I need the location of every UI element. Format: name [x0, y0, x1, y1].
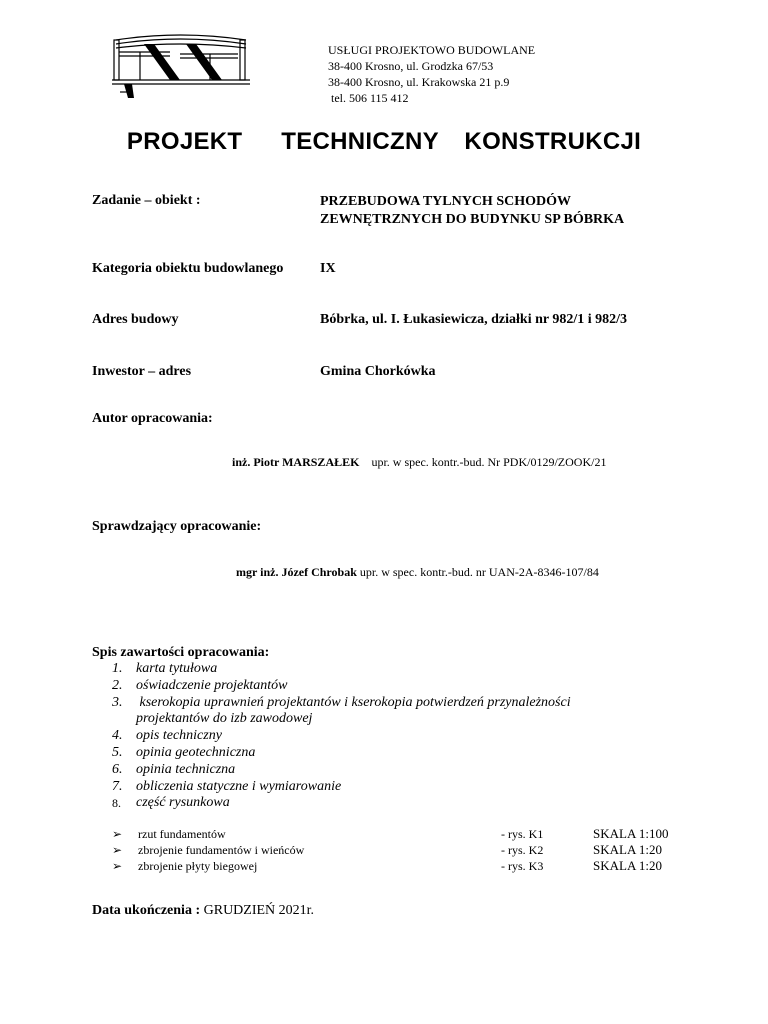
list-item — [112, 795, 656, 812]
company-line: 38-400 Krosno, ul. Krakowska 21 p.9 — [328, 75, 510, 89]
toc-text: projektantów do izb zawodowej — [136, 711, 313, 727]
zadanie-value — [320, 193, 624, 229]
checker-license: upr. w spec. kontr.-bud. nr UAN-2A-8346-107/84 — [359, 565, 599, 579]
adres-label: Adres budowy — [92, 312, 179, 327]
checker-line — [236, 565, 599, 580]
zadanie-value-line: ZEWNĘTRZNYCH DO BUDYNKU SP BÓBRKA — [320, 212, 625, 227]
company-info — [328, 42, 535, 106]
list-item — [112, 678, 656, 695]
drawing-name: zbrojenie płyty biegowej — [138, 859, 258, 873]
toc-number: 5. — [112, 744, 123, 760]
list-item — [112, 745, 656, 762]
drawing-number: - rys. K2 — [501, 843, 544, 857]
completion-date — [92, 903, 314, 919]
toc-text: część rysunkowa — [136, 795, 230, 811]
arrow-bullet-icon: ➢ — [112, 843, 123, 857]
toc-text: opinia techniczna — [136, 761, 236, 777]
toc-number: 6. — [112, 761, 123, 777]
drawing-name: rzut fundamentów — [138, 827, 226, 841]
arrow-bullet-icon: ➢ — [112, 827, 123, 841]
completion-value: GRUDZIEŃ 2021r. — [200, 903, 315, 918]
list-item — [112, 695, 656, 712]
zadanie-label: Zadanie – obiekt : — [92, 193, 201, 208]
company-line: USŁUGI PROJEKTOWO BUDOWLANE — [328, 43, 536, 57]
list-item — [112, 728, 656, 745]
toc-number: 4. — [112, 728, 123, 744]
checker-name: mgr inż. Józef Chrobak — [236, 565, 357, 579]
list-item — [112, 762, 656, 779]
toc-list — [112, 661, 656, 812]
company-line: tel. 506 115 412 — [328, 91, 409, 105]
company-logo — [110, 32, 252, 104]
drawing-scale: SKALA 1:20 — [593, 842, 662, 857]
drawing-number: - rys. K3 — [501, 859, 544, 873]
company-line: 38-400 Krosno, ul. Grodzka 67/53 — [328, 59, 494, 73]
toc-number: 1. — [112, 661, 123, 676]
toc-text: kserokopia uprawnień projektantów i kserokopia potwierdzeń przynależności — [136, 694, 571, 710]
zadanie-value-line: PRZEBUDOWA TYLNYCH SCHODÓW — [320, 194, 572, 209]
author-line — [232, 455, 606, 470]
drawing-scale: SKALA 1:20 — [593, 858, 662, 873]
completion-label: Data ukończenia : — [92, 903, 201, 918]
toc-number: 8. — [112, 796, 121, 811]
author-name: inż. Piotr MARSZAŁEK — [232, 455, 360, 469]
drawing-name: zbrojenie fundamentów i wieńców — [138, 843, 305, 857]
drawing-number: - rys. K1 — [501, 827, 544, 841]
inwestor-value: Gmina Chorkówka — [320, 364, 436, 379]
toc-text: opis techniczny — [136, 728, 222, 744]
toc-text: obliczenia statyczne i wymiarowanie — [136, 778, 342, 794]
document-title: PROJEKT TECHNICZNY KONSTRUKCJI — [126, 128, 642, 155]
inwestor-label: Inwestor – adres — [92, 364, 192, 379]
list-item — [112, 779, 656, 796]
toc-number: 2. — [112, 677, 123, 693]
author-label: Autor opracowania: — [92, 411, 213, 426]
author-license: upr. w spec. kontr.-bud. Nr PDK/0129/ZOOK/21 — [371, 455, 607, 469]
list-item-continuation — [112, 711, 656, 728]
arrow-bullet-icon: ➢ — [112, 859, 123, 873]
drawing-scale: SKALA 1:100 — [593, 826, 669, 841]
toc-text: opinia geotechniczna — [136, 744, 256, 760]
kategoria-value: IX — [320, 261, 336, 276]
toc-number: 3. — [112, 694, 123, 710]
toc-number: 7. — [112, 778, 123, 794]
toc-text: oświadczenie projektantów — [136, 677, 288, 693]
adres-value: Bóbrka, ul. I. Łukasiewicza, działki nr 982/1 i 982/3 — [320, 312, 628, 327]
checker-label: Sprawdzający opracowanie: — [92, 519, 262, 534]
kategoria-label: Kategoria obiektu budowlanego — [92, 261, 284, 276]
toc-heading: Spis zawartości opracowania: — [92, 645, 270, 660]
toc-text: karta tytułowa — [136, 661, 218, 676]
list-item — [112, 661, 656, 678]
